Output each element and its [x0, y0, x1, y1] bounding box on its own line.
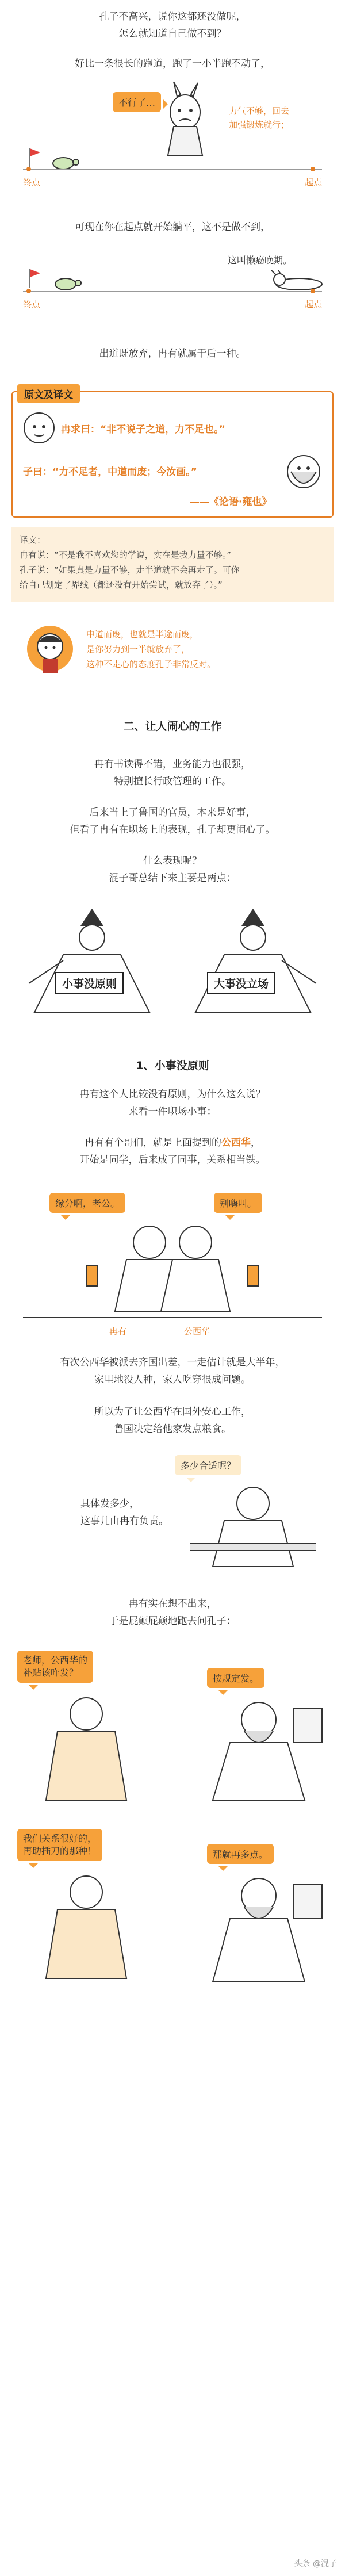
start-label-2: 起点 [305, 299, 323, 309]
watermark: 头条 @混子 [294, 2559, 337, 2569]
finish-label: 终点 [23, 177, 41, 187]
race-track-2 [23, 291, 322, 292]
sub1-p3-highlight: 公西华 [221, 1137, 251, 1149]
intro-line-1: 孔子不高兴，说你这都还没做呢， [99, 11, 246, 22]
official-right-illustration [184, 897, 322, 1024]
sub1-p12: 于是屁颠屁颠地跑去问孔子： [109, 1616, 236, 1627]
finish-marker [26, 167, 31, 171]
turtle-illustration [46, 153, 80, 170]
confucius-answer-illustration-2 [190, 1873, 328, 1988]
race-track [23, 169, 322, 170]
rabbit-tired-illustration [151, 81, 220, 167]
translation-box [12, 527, 334, 602]
friends-illustration [75, 1219, 270, 1317]
intro-line-2: 怎么就知道自己做不到？ [118, 28, 227, 40]
rabbit-lying-illustration [270, 270, 328, 291]
sub1-p5: 有次公西华被派去齐国出差，一走估计就是大半年， [60, 1357, 285, 1368]
finish-flag [30, 148, 40, 156]
sub1-p3: 冉有有个哥们，就是上面提到的 [85, 1137, 221, 1149]
bubble-question-2-line-1: 我们关系很好的， [23, 1833, 97, 1844]
finish-flag-2 [30, 269, 40, 277]
sub1-p1: 冉有这个人比较没有原则，为什么这么说？ [79, 1089, 266, 1100]
sub1-p10: 这事儿由冉有负责。 [80, 1515, 168, 1527]
translation-line-3: 给自己划定了界线（都还没有开始尝试，就放弃了）。” [20, 580, 223, 590]
ranyou-thinking-illustration [190, 1480, 316, 1572]
translation-label: 译文： [20, 535, 46, 545]
confucius-answer-illustration-1 [190, 1697, 328, 1806]
original-text-tag: 原文及译文 [17, 384, 80, 403]
section2-p5: 什么表现呢？ [143, 855, 202, 867]
turtle-illustration-2 [48, 274, 83, 291]
bubble-question-1 [17, 1651, 93, 1683]
para2-line-1: 可现在你在起点就开始躺平，这不是做不到， [75, 221, 270, 233]
translation-line-2: 孔子说：“如果真是力量不够，走半道就不会再走了。可你 [20, 565, 240, 575]
section2-p6: 混子哥总结下来主要是两点： [109, 872, 236, 884]
bubble-how-much: 多少合适呢？ [175, 1455, 241, 1475]
section2-p2: 特别擅长行政管理的工作。 [114, 776, 231, 787]
ranyou-asking-illustration [23, 1691, 150, 1806]
bubble-question-2 [17, 1829, 102, 1861]
sub1-p6: 家里地没人种，家人吃穿很成问题。 [94, 1374, 251, 1385]
sub1-p9: 具体发多少， [80, 1498, 139, 1510]
name-ranyou: 冉有 [109, 1326, 127, 1337]
sub1-p11: 冉有实在想不出来， [128, 1598, 217, 1610]
section2-title: 二、让人闹心的工作 [123, 720, 222, 733]
start-marker-2 [310, 289, 315, 293]
speech-bubble: 不行了… [113, 92, 161, 112]
ranqiu-speaker: 冉求曰： [61, 424, 100, 435]
section2-p4: 但看了冉有在职场上的表现，孔子却更闹心了。 [70, 824, 275, 836]
translation-line-1: 冉有说：“不是我不喜欢您的学说，实在是我力量不够。” [20, 550, 232, 560]
original-text-box [12, 391, 334, 518]
finish-label-2: 终点 [23, 299, 41, 309]
ranqiu-quote: “非不说子之道，力不足也。” [100, 424, 225, 435]
note-line-2: 是你努力到一半就放弃了， [86, 644, 190, 654]
bubble-question-2-line-2: 再助插刀的那种！ [23, 1846, 97, 1857]
sub1-p8: 鲁国决定给他家发点粮食。 [114, 1423, 231, 1435]
bubble-gongxihua-reply: 别嗨叫。 [214, 1193, 262, 1213]
confucius-quote: “力不足者，中道而废；今汝画。” [52, 466, 197, 478]
scene1-caption-1: 力气不够，回去 [229, 106, 290, 116]
confucius-speaker: 子曰： [23, 466, 52, 478]
section2-p3: 后来当上了鲁国的官员，本来是好事， [89, 807, 256, 818]
sub1-p4: 开始是同学，后来成了同事，关系相当铁。 [79, 1154, 266, 1166]
sub1-p7: 所以为了让公西华在国外安心工作， [94, 1406, 251, 1418]
bubble-question-1-line-2: 补贴该咋发？ [23, 1667, 79, 1678]
confucius-avatar [286, 454, 321, 489]
section2-p1: 冉有书读得不错，业务能力也很强， [94, 759, 251, 770]
source-citation: ——《论语·雍也》 [190, 496, 272, 508]
narrator-avatar [25, 621, 75, 676]
bubble-answer-1: 按规定发。 [207, 1668, 264, 1688]
bubble-question-1-line-1: 老师，公西华的 [23, 1655, 88, 1666]
note-line-1: 中道而废，也就是半途而废， [86, 629, 199, 640]
official-left-illustration [23, 897, 161, 1024]
lazy-caption: 这叫懒癌晚期。 [228, 255, 293, 266]
sub1-title: 1、小事没原则 [136, 1059, 209, 1072]
note-line-3: 这种不走心的态度孔子非常反对。 [86, 659, 216, 669]
finish-marker-2 [26, 289, 31, 293]
para3-line-1: 出道既放弃，冉有就属于后一种。 [99, 348, 246, 359]
sub1-p3-end: ， [251, 1137, 260, 1149]
scene1-caption-2: 加强锻炼就行； [229, 120, 290, 130]
sub1-p2: 来看一件职场小事： [128, 1106, 217, 1117]
label-major-no-stance: 大事没立场 [207, 972, 275, 994]
bubble-ranyou-greeting: 缘分啊，老公。 [49, 1193, 125, 1213]
ranyou-pleading-illustration [23, 1869, 150, 1984]
ranqiu-avatar [23, 412, 55, 444]
bubble-answer-2: 那就再多点。 [207, 1844, 274, 1864]
ground-line [23, 1317, 322, 1318]
start-marker [310, 167, 315, 171]
name-gongxihua: 公西华 [184, 1326, 210, 1337]
label-minor-no-principle: 小事没原则 [55, 972, 124, 994]
start-label: 起点 [305, 177, 323, 187]
intro-line-3: 好比一条很长的跑道，跑了一小半跑不动了， [75, 58, 270, 70]
